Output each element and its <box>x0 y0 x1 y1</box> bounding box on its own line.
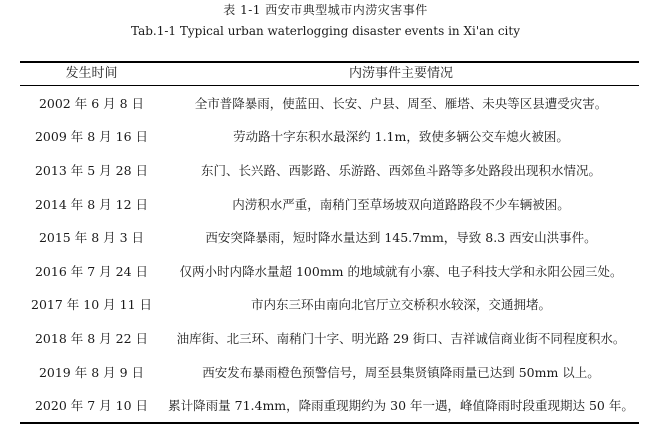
table-row <box>20 86 639 120</box>
table-row <box>20 254 639 288</box>
cell-date: 2002 年 6 月 8 日 <box>38 95 145 111</box>
cell-description: 全市普降暴雨，使蓝田、长安、户县、周至、雁塔、未央等区县遭受灾害。 <box>194 95 608 111</box>
cell-description: 西安突降暴雨，短时降水量达到 145.7mm，导致 8.3 西安山洪事件。 <box>205 230 597 246</box>
cell-description: 东门、长兴路、西影路、乐游路、西郊鱼斗路等多处路段出现积水情况。 <box>200 162 601 178</box>
cell-description: 市内东三环由南向北官厅立交桥积水较深，交通拥堵。 <box>250 297 551 313</box>
table-header-row <box>20 63 639 85</box>
table-bottom-rule <box>20 422 639 424</box>
cell-description: 劳动路十字东积水最深约 1.1m，致使多辆公交车熄火被困。 <box>233 129 569 145</box>
table-row <box>20 153 639 187</box>
cell-description: 仅两小时内降水量超 100mm 的地域就有小寨、电子科技大学和永阳公园三处。 <box>179 263 623 279</box>
table-row <box>20 220 639 254</box>
table-row <box>20 355 639 389</box>
table-row <box>20 321 639 355</box>
table-body <box>20 86 639 422</box>
table-row <box>20 187 639 221</box>
cell-description: 西安发布暴雨橙色预警信号，周至县集贤镇降雨量已达到 50mm 以上。 <box>202 364 600 380</box>
cell-description: 内涝积水严重，南稍门至草场坡双向道路路段不少车辆被困。 <box>232 196 570 212</box>
table-caption-chinese: 表 1-1 西安市典型城市内涝灾害事件 <box>223 3 428 17</box>
header-description: 内涝事件主要情况 <box>348 66 453 81</box>
cell-date: 2015 年 8 月 3 日 <box>38 230 145 246</box>
cell-date: 2009 年 8 月 16 日 <box>34 129 149 145</box>
header-date: 发生时间 <box>65 66 118 81</box>
cell-date: 2013 年 5 月 28 日 <box>34 162 149 178</box>
cell-date: 2014 年 8 月 12 日 <box>34 196 149 212</box>
cell-date: 2017 年 10 月 11 日 <box>31 297 152 313</box>
cell-date: 2018 年 8 月 22 日 <box>34 330 149 346</box>
cell-date: 2016 年 7 月 24 日 <box>34 263 149 279</box>
cell-date: 2020 年 7 月 10 日 <box>34 398 149 414</box>
cell-description: 累计降雨量 71.4mm，降雨重现期约为 30 年一遇，峰值降雨时段重现期达 50 年。 <box>168 398 634 414</box>
table-row <box>20 120 639 154</box>
cell-description: 油库街、北三环、南稍门十字、明光路 29 街口、吉祥诚信商业街不同程度积水。 <box>176 330 626 346</box>
cell-date: 2019 年 8 月 9 日 <box>38 364 145 380</box>
table-row <box>20 288 639 322</box>
table-caption-english: Tab.1-1 Typical urban waterlogging disaster events in Xi'an city <box>131 24 520 38</box>
table-row <box>20 388 639 422</box>
